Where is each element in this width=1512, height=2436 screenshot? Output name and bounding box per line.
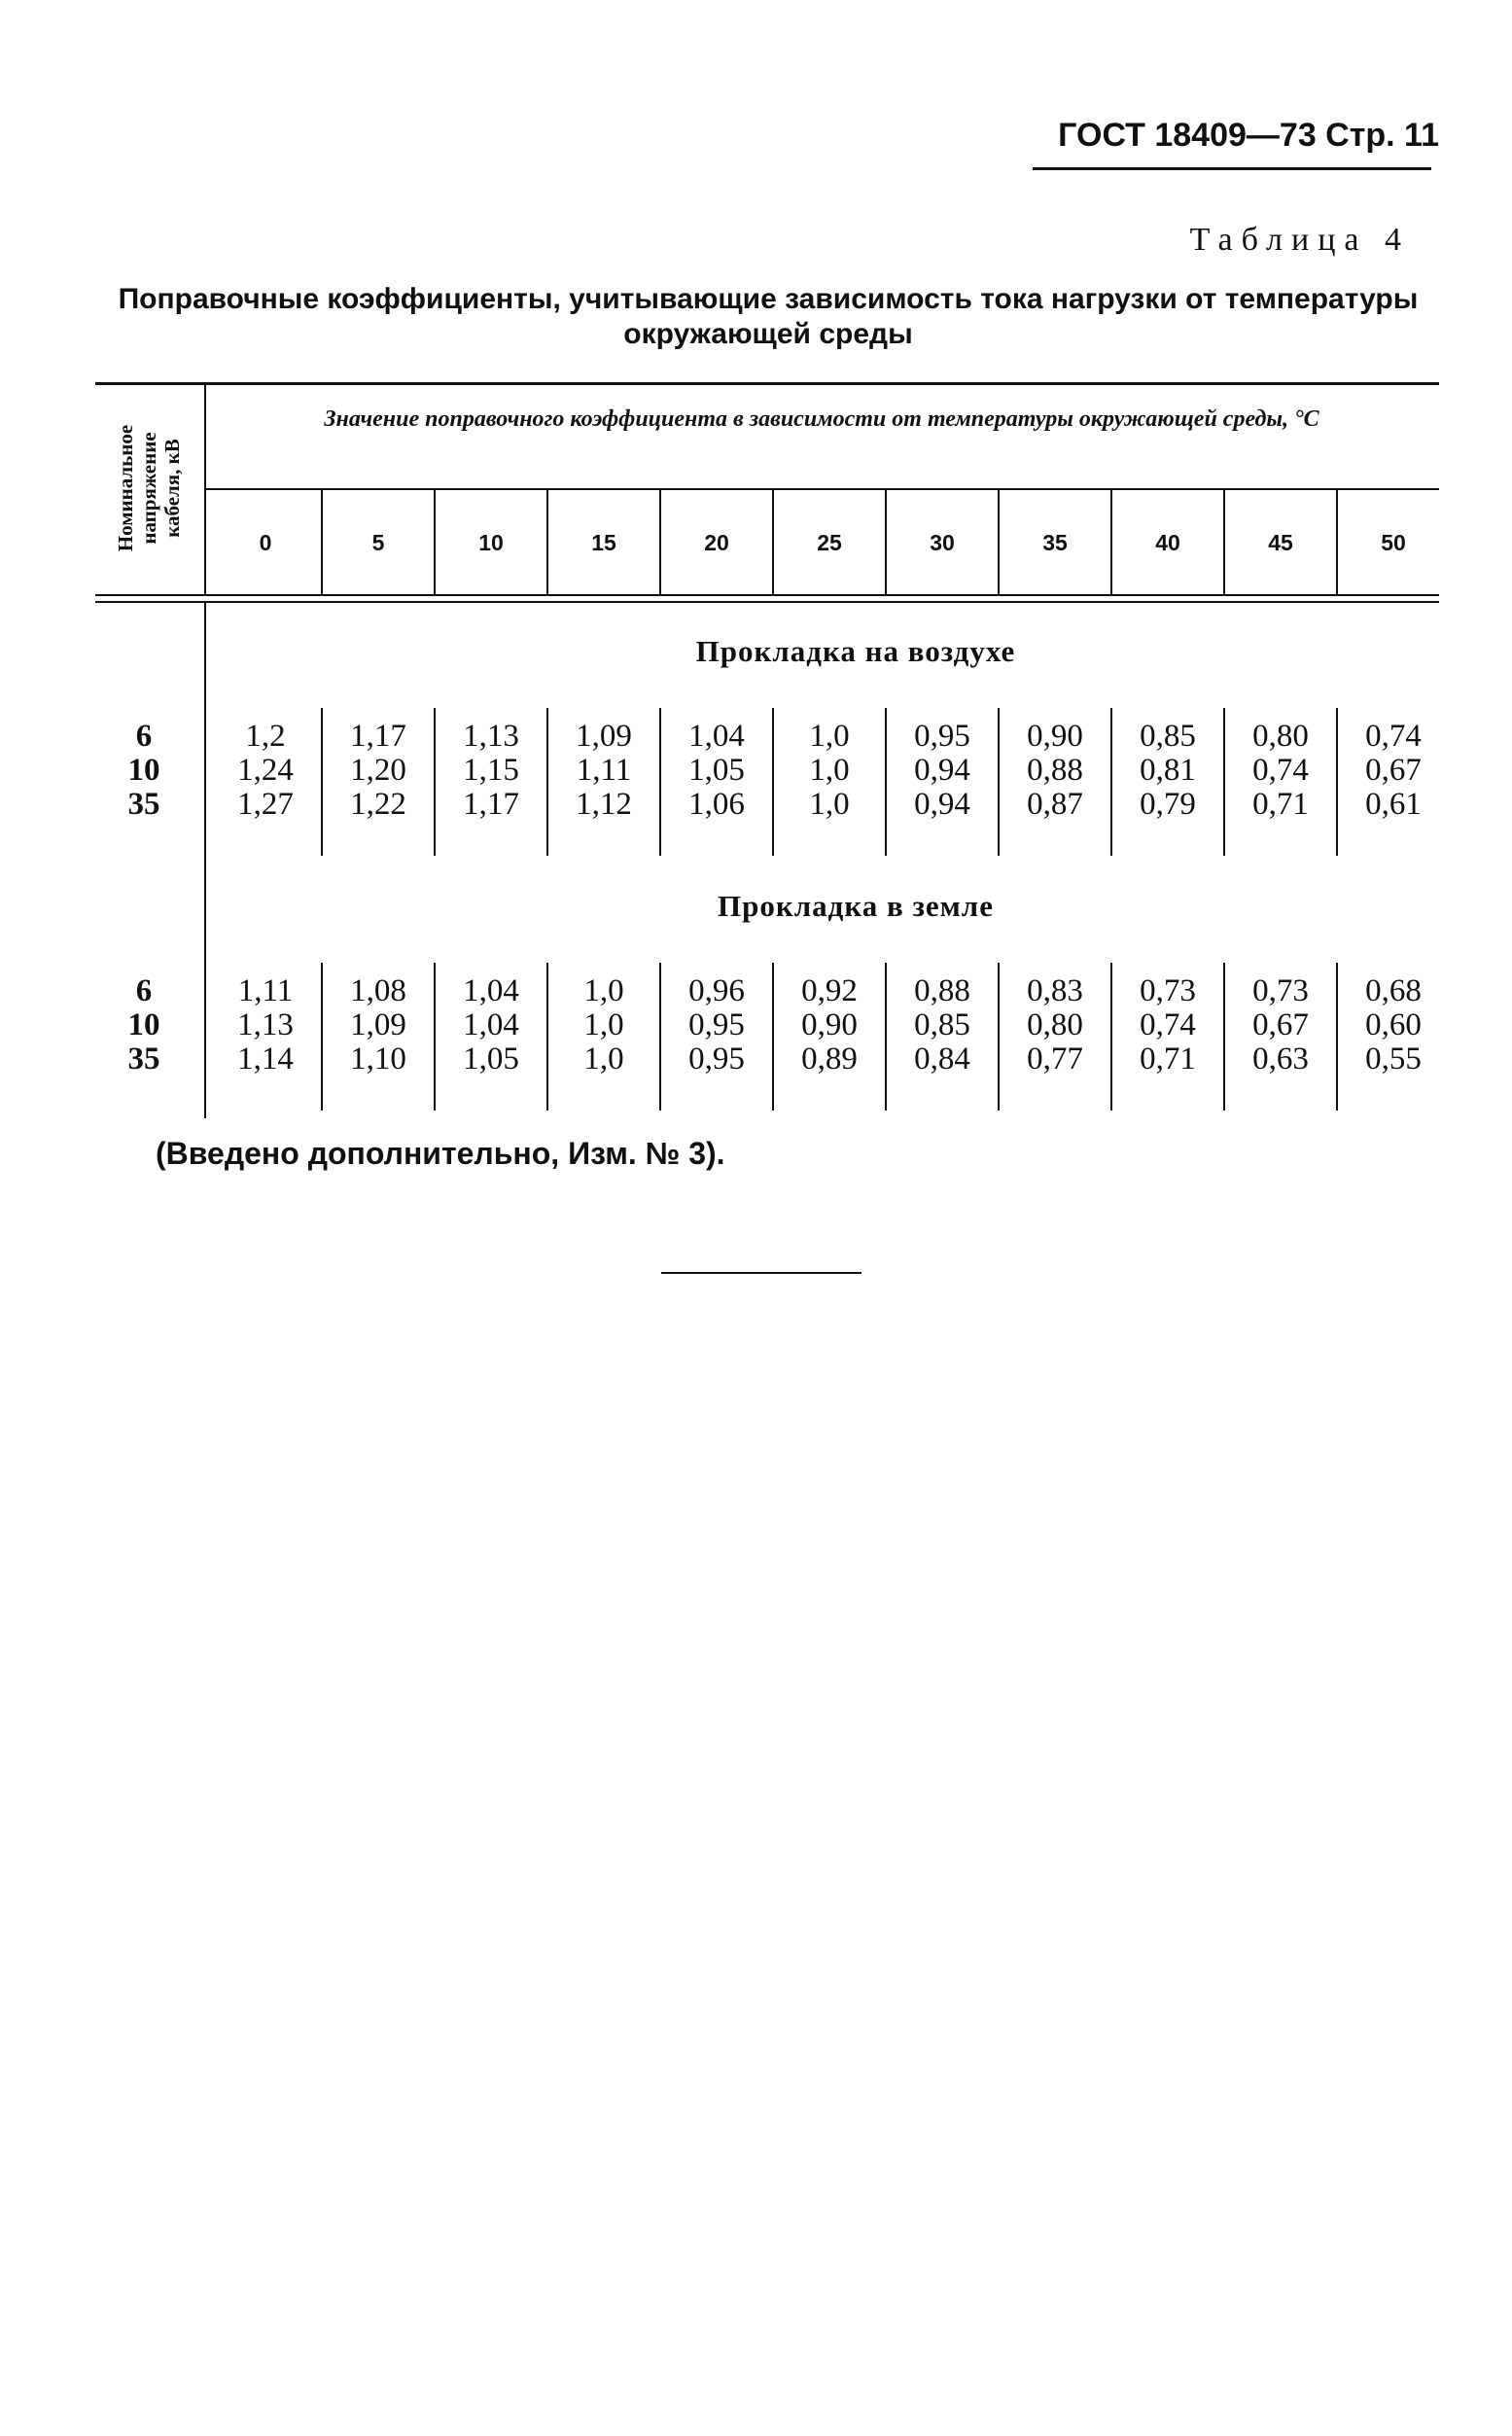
temperature-header-cell: 45 [1268, 530, 1293, 555]
voltage-column-divider-body [204, 603, 206, 1118]
coefficient-cell: 1,04 [463, 1007, 519, 1042]
voltage-column-divider-head [204, 385, 206, 594]
coefficient-cell: 0,74 [1252, 753, 1309, 788]
coefficient-cell: 1,17 [463, 787, 519, 822]
coefficient-cell: 1,05 [688, 753, 745, 788]
coefficient-cell: 0,85 [914, 1007, 970, 1042]
temperature-header-cell: 20 [704, 530, 729, 555]
coefficient-cell: 1,27 [237, 787, 294, 822]
temperature-column-divider [1110, 490, 1112, 594]
coefficient-header: Значение поправочного коэффициента в зависимости от температуры окружающей среды, °С [324, 406, 1319, 432]
temperature-header-cell: 50 [1381, 530, 1406, 555]
table-number: Таблица 4 [1189, 222, 1410, 258]
header-bottom-rule-2 [95, 601, 1439, 603]
section-title: Прокладка в земле [718, 889, 994, 923]
page-header: ГОСТ 18409—73 Стр. 11 [1058, 117, 1439, 154]
coefficient-cell: 0,74 [1140, 1007, 1196, 1042]
voltage-column-header-text: Номинальное напряжение кабеля, кВ [114, 424, 184, 552]
coefficient-cell: 1,22 [350, 787, 406, 822]
voltage-cell: 35 [127, 787, 160, 822]
temperature-header-cell: 10 [478, 530, 504, 555]
coefficient-cell: 0,96 [688, 973, 745, 1008]
temperature-column-divider [772, 490, 774, 594]
coefficient-cell: 0,84 [914, 1041, 970, 1077]
coefficient-cell: 0,83 [1027, 973, 1083, 1008]
coefficient-cell: 1,0 [583, 1007, 624, 1042]
coefficient-cell: 1,13 [463, 719, 519, 754]
coefficient-cell: 0,73 [1252, 973, 1309, 1008]
voltage-cell: 10 [127, 1007, 160, 1042]
voltage-cell: 35 [127, 1041, 160, 1077]
coefficient-cell: 0,55 [1365, 1041, 1422, 1077]
coefficient-cell: 1,08 [350, 973, 406, 1008]
coefficient-cell: 0,95 [688, 1007, 745, 1042]
coefficient-cell: 1,11 [576, 753, 632, 788]
footnote: (Введено дополнительно, Изм. № 3). [156, 1136, 725, 1171]
temperature-column-divider [1336, 490, 1338, 594]
coefficient-cell: 0,71 [1252, 787, 1309, 822]
temperature-header-cell: 5 [371, 530, 385, 555]
coefficient-cell: 1,10 [350, 1041, 406, 1077]
coefficient-cell: 0,73 [1140, 973, 1196, 1008]
coefficient-cell: 0,80 [1027, 1007, 1083, 1042]
coefficient-cell: 0,68 [1365, 973, 1422, 1008]
voltage-cell: 10 [127, 753, 160, 788]
coefficient-cell: 1,12 [576, 787, 632, 822]
coefficient-cell: 0,67 [1252, 1007, 1309, 1042]
coefficient-cell: 1,2 [245, 719, 286, 754]
temperature-column-divider [885, 490, 887, 594]
coefficient-cell: 0,88 [914, 973, 970, 1008]
end-rule [661, 1272, 861, 1274]
header-bottom-rule [95, 594, 1439, 596]
temperature-column-divider [659, 490, 661, 594]
coefficient-cell: 1,11 [237, 973, 294, 1008]
coefficient-cell: 1,15 [463, 753, 519, 788]
coefficient-cell: 1,09 [576, 719, 632, 754]
coefficient-cell: 1,06 [688, 787, 745, 822]
coefficient-cell: 1,0 [583, 973, 624, 1008]
temperature-column-divider [1223, 490, 1225, 594]
coefficient-cell: 0,63 [1252, 1041, 1309, 1077]
coefficient-cell: 1,05 [463, 1041, 519, 1077]
coefficient-cell: 1,17 [350, 719, 406, 754]
coefficient-cell: 0,89 [801, 1041, 858, 1077]
table-title: Поправочные коэффициенты, учитывающие зависимость тока нагрузки от температуры окружающей среды [118, 283, 1419, 350]
coefficient-cell: 1,14 [237, 1041, 294, 1077]
coefficient-cell: 0,67 [1365, 753, 1422, 788]
coefficient-cell: 0,74 [1365, 719, 1422, 754]
coefficient-cell: 0,87 [1027, 787, 1083, 822]
coefficient-cell: 0,79 [1140, 787, 1196, 822]
coefficient-cell: 1,0 [809, 719, 850, 754]
coefficient-cell: 1,04 [688, 719, 745, 754]
coefficient-cell: 1,20 [350, 753, 406, 788]
table-top-rule [95, 382, 1439, 385]
coefficient-cell: 0,60 [1365, 1007, 1422, 1042]
coefficient-cell: 1,0 [809, 787, 850, 822]
header-rule [1033, 167, 1431, 170]
temperature-header-cell: 30 [930, 530, 955, 555]
temperature-header-cell: 35 [1042, 530, 1068, 555]
coefficient-cell: 0,80 [1252, 719, 1309, 754]
section-title: Прокладка на воздухе [695, 634, 1016, 668]
coefficient-cell: 0,94 [914, 787, 970, 822]
coefficient-cell: 0,88 [1027, 753, 1083, 788]
coefficient-cell: 0,95 [914, 719, 970, 754]
coefficient-cell: 0,61 [1365, 787, 1422, 822]
coefficient-cell: 0,71 [1140, 1041, 1196, 1077]
voltage-cell: 6 [135, 719, 153, 754]
coefficient-cell: 0,95 [688, 1041, 745, 1077]
coefficient-cell: 1,04 [463, 973, 519, 1008]
temperature-column-divider [998, 490, 1000, 594]
voltage-column-header [98, 391, 199, 585]
temperature-header-cell: 15 [591, 530, 616, 555]
coefficient-cell: 0,90 [801, 1007, 858, 1042]
temperature-column-divider [546, 490, 548, 594]
coefficient-cell: 0,94 [914, 753, 970, 788]
coefficient-cell: 0,77 [1027, 1041, 1083, 1077]
temperature-header-cell: 0 [259, 530, 272, 555]
coefficient-cell: 0,90 [1027, 719, 1083, 754]
coefficient-cell: 1,0 [583, 1041, 624, 1077]
coefficient-cell: 0,81 [1140, 753, 1196, 788]
temperature-column-divider [321, 490, 323, 594]
coefficient-cell: 1,0 [809, 753, 850, 788]
coefficient-cell: 1,24 [237, 753, 294, 788]
temperature-column-divider [434, 490, 436, 594]
voltage-cell: 6 [135, 973, 153, 1008]
temperature-header-cell: 40 [1155, 530, 1180, 555]
coefficient-cell: 0,85 [1140, 719, 1196, 754]
temp-row-rule [206, 488, 1439, 490]
coefficient-cell: 1,13 [237, 1007, 294, 1042]
coefficient-cell: 1,09 [350, 1007, 406, 1042]
coefficient-cell: 0,92 [801, 973, 858, 1008]
temperature-header-cell: 25 [817, 530, 842, 555]
